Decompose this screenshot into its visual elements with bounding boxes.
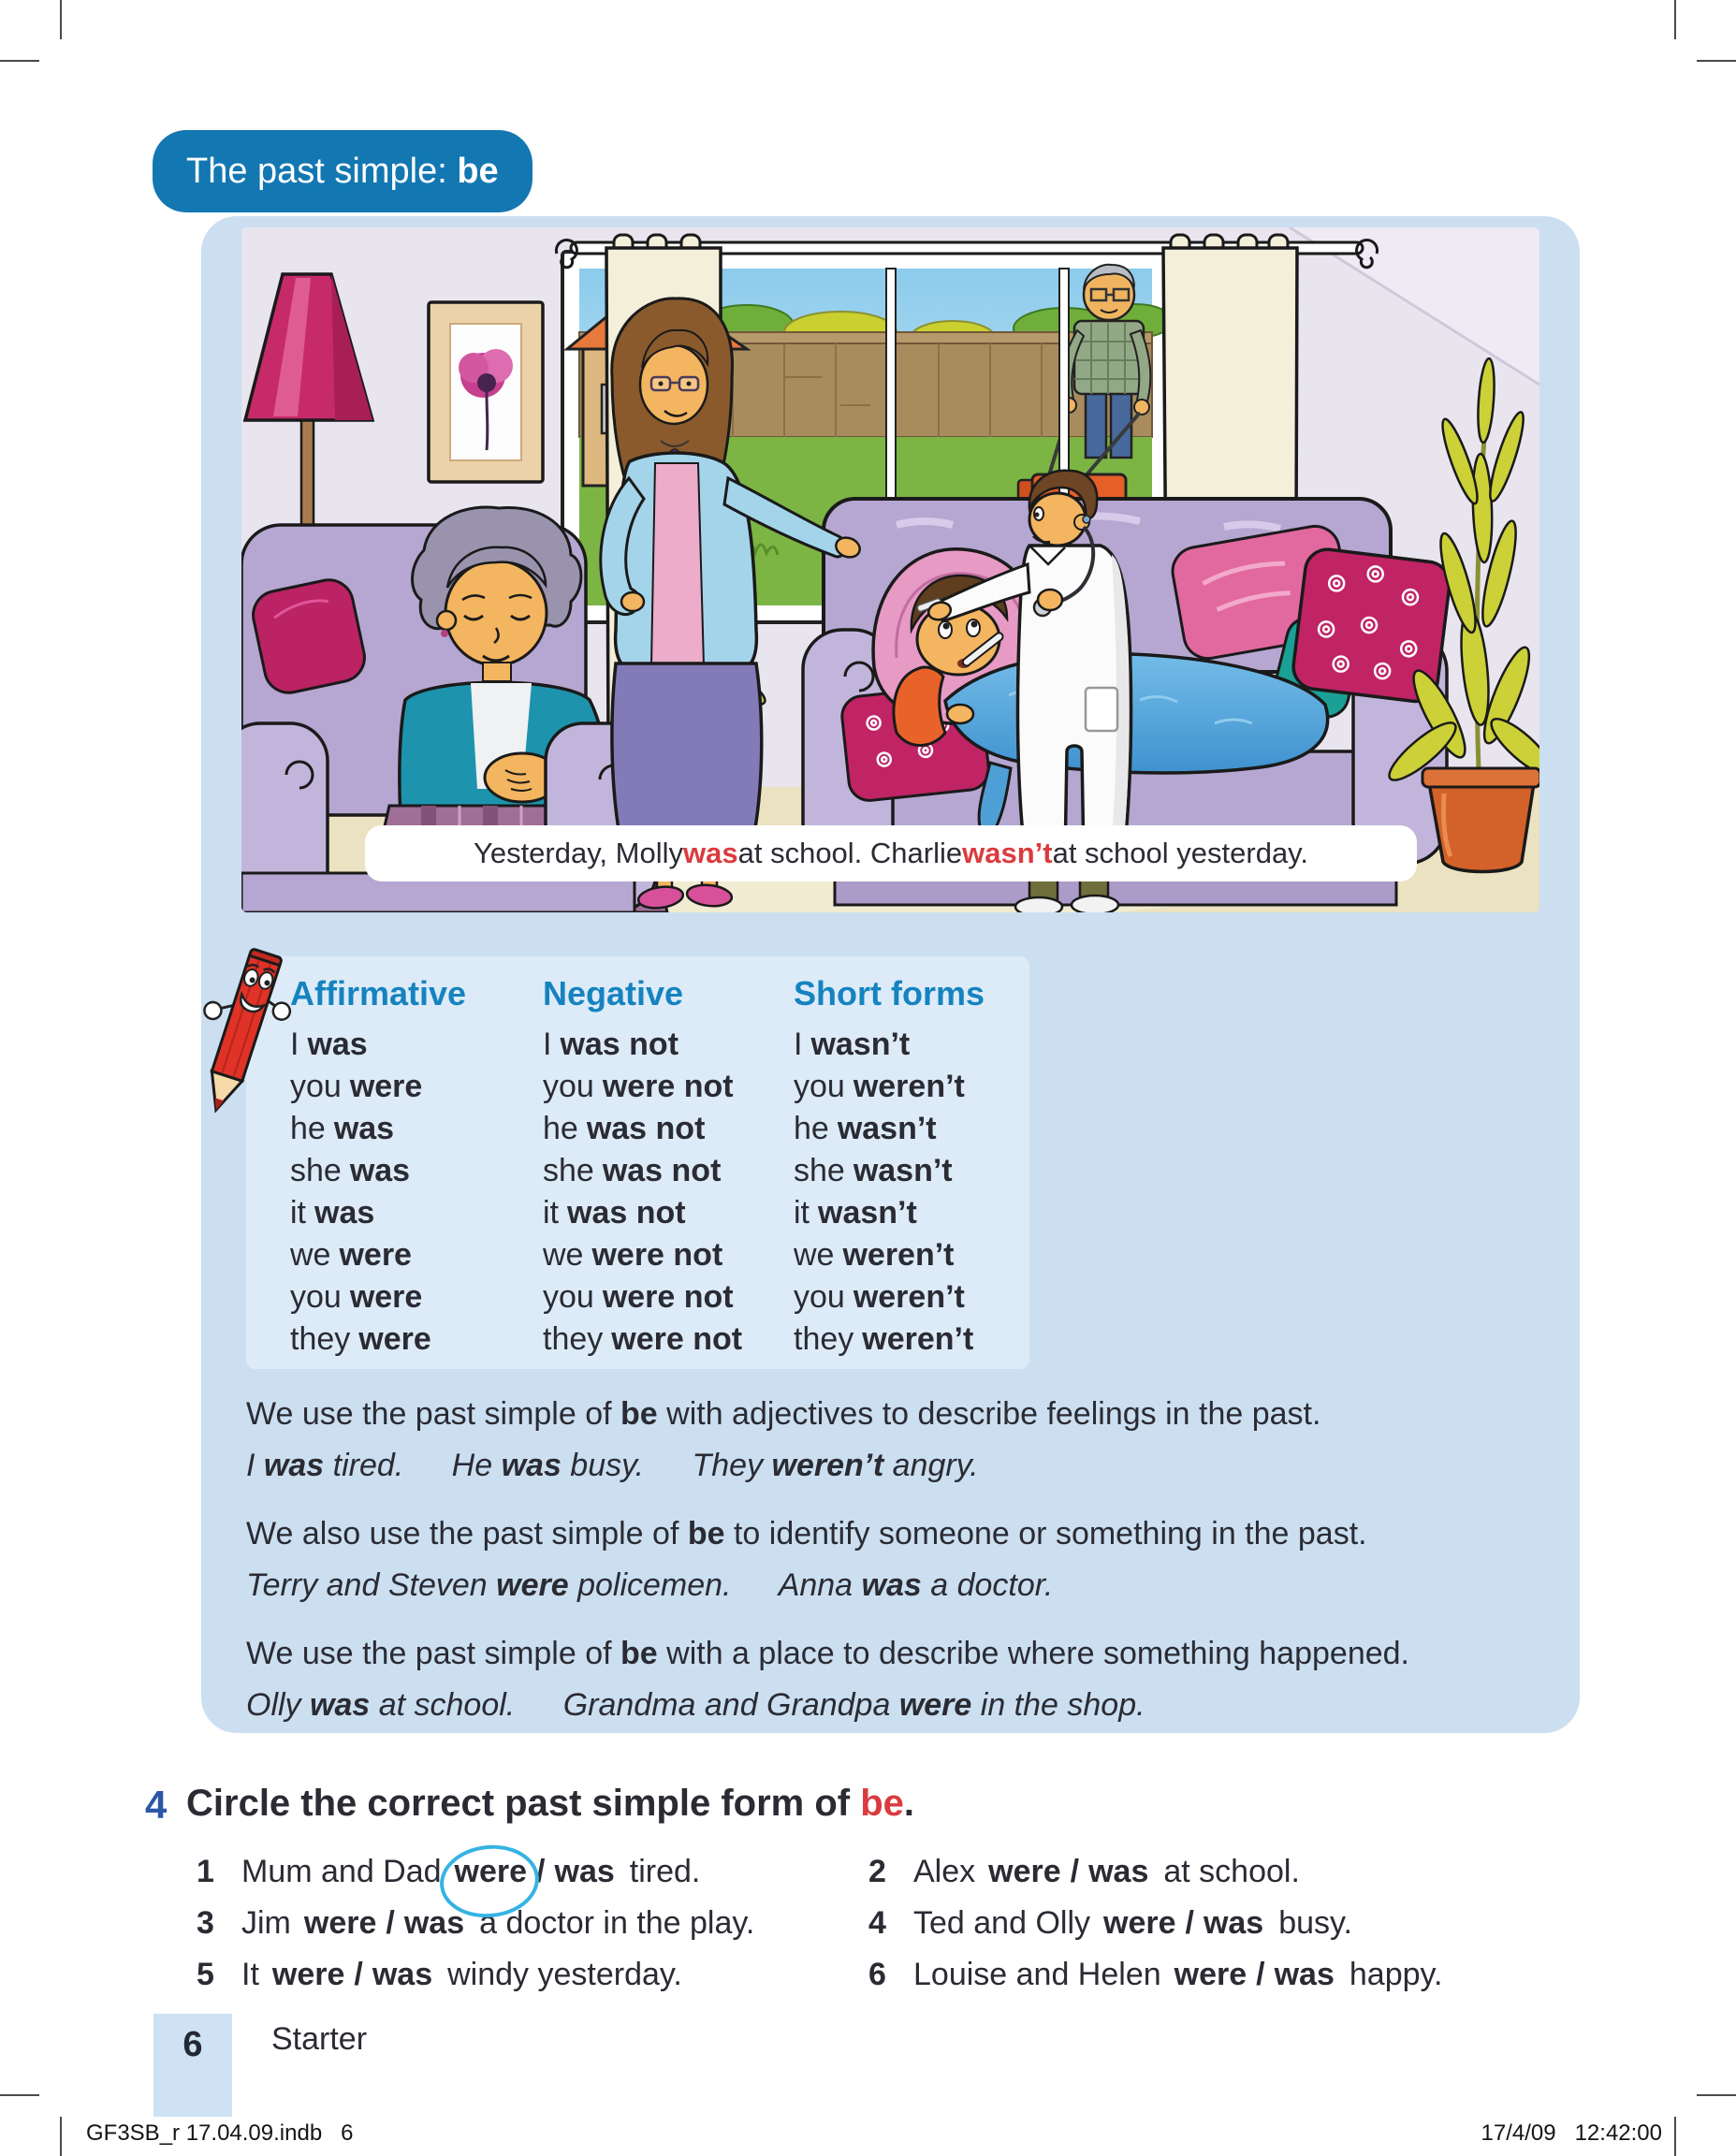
rule-block: [246, 1628, 1561, 1731]
item-number: 5: [197, 1957, 214, 1992]
table-row: she was: [290, 1153, 411, 1188]
answer-option-were[interactable]: were: [454, 1854, 528, 1889]
table-row: you were: [290, 1069, 423, 1104]
table-row: they were not: [543, 1321, 743, 1357]
illustration-svg: [241, 227, 1539, 912]
unit-title-keyword: be: [457, 152, 499, 191]
exercise-items-right: [868, 1851, 1598, 2005]
example-sentence: Olly was at school.: [246, 1687, 516, 1723]
answer-option-was[interactable]: was: [372, 1957, 433, 1992]
unit-title-tab: The past simple: be: [153, 130, 532, 212]
table-row: you weren’t: [794, 1279, 965, 1315]
table-row: he was not: [543, 1111, 706, 1146]
table-row: I was: [290, 1027, 368, 1062]
item-number: 1: [197, 1854, 214, 1889]
crop-mark: [60, 0, 62, 39]
answer-option-was[interactable]: was: [1203, 1905, 1264, 1941]
crop-mark: [1697, 2094, 1736, 2096]
exercise-item: 5 It were / was windy yesterday.: [197, 1954, 861, 1995]
usage-rules: [246, 1389, 1561, 1748]
rule-examples: [246, 1440, 1561, 1492]
table-row: you were: [290, 1279, 423, 1315]
crop-mark: [1697, 60, 1736, 62]
table-row: he was: [290, 1111, 395, 1146]
table-row: she wasn’t: [794, 1153, 953, 1188]
crop-mark: [1674, 2117, 1676, 2156]
example-sentence: He was busy.: [451, 1448, 645, 1483]
example-sentence: Grandma and Grandpa were in the shop.: [562, 1687, 1145, 1723]
table-header: Short forms: [794, 974, 985, 1012]
example-sentence: Anna was a doctor.: [778, 1567, 1054, 1603]
illustration-caption: Yesterday, Molly was at school. Charlie wasn’t at school yesterday.: [365, 825, 1417, 881]
exercise-number: 4: [145, 1783, 168, 1827]
rule-examples: [246, 1560, 1561, 1611]
rule-block: [246, 1389, 1561, 1492]
table-header: Affirmative: [290, 974, 467, 1012]
table-row: we weren’t: [794, 1237, 955, 1273]
print-info-left: GF3SB_r 17.04.09.indb 6: [86, 2120, 354, 2146]
rule-text: We also use the past simple of be to identify someone or something in the past.: [246, 1516, 1367, 1551]
item-number: 2: [868, 1854, 886, 1889]
answer-option-was[interactable]: was: [554, 1854, 615, 1889]
rule-block: [246, 1508, 1561, 1611]
print-info-right: 17/4/09 12:42:00: [1481, 2120, 1662, 2146]
table-row: it wasn’t: [794, 1195, 917, 1231]
example-sentence: Terry and Steven were policemen.: [246, 1567, 732, 1603]
column-affirmative: [290, 969, 543, 1361]
crop-mark: [1674, 0, 1676, 39]
exercise-title: Circle the correct past simple form of be.: [186, 1783, 915, 1824]
keyword-was: was: [683, 837, 738, 869]
table-row: you were not: [543, 1069, 734, 1104]
table-row: it was: [290, 1195, 375, 1231]
picture-frame: [429, 302, 543, 482]
page-number: 6: [182, 2025, 203, 2064]
pencil-mascot-icon: [183, 926, 305, 1137]
table-row: we were not: [543, 1237, 723, 1273]
table-row: I wasn’t: [794, 1027, 911, 1062]
table-row: he wasn’t: [794, 1111, 937, 1146]
table-row: you were not: [543, 1279, 734, 1315]
answer-option-was[interactable]: was: [403, 1905, 465, 1941]
example-sentence: They weren’t angry.: [692, 1448, 979, 1483]
verb-table: [246, 956, 1029, 1369]
table-row: they weren’t: [794, 1321, 974, 1357]
rule-examples: [246, 1680, 1561, 1731]
exercise-section: [145, 1783, 914, 1828]
exercise-item: 4 Ted and Olly were / was busy.: [868, 1902, 1598, 1944]
rule-text: We use the past simple of be with adjectives to describe feelings in the past.: [246, 1396, 1321, 1432]
item-number: 4: [868, 1905, 886, 1941]
exercise-item: 1 Mum and Dad were / was tired.: [197, 1851, 861, 1892]
answer-option-was[interactable]: was: [1274, 1957, 1335, 1992]
answer-option-were[interactable]: were: [1174, 1957, 1247, 1992]
keyword-wasnt: wasn’t: [962, 837, 1053, 869]
answer-option-were[interactable]: were: [271, 1957, 345, 1992]
answer-option-were[interactable]: were: [1103, 1905, 1176, 1941]
item-number: 6: [868, 1957, 886, 1992]
table-row: we were: [290, 1237, 412, 1273]
answer-option-were[interactable]: were: [303, 1905, 377, 1941]
column-short-forms: [794, 969, 1026, 1361]
exercise-item: 3 Jim were / was a doctor in the play.: [197, 1902, 861, 1944]
rule-text: We use the past simple of be with a place to describe where something happened.: [246, 1636, 1409, 1671]
item-number: 3: [197, 1905, 214, 1941]
column-negative: [543, 969, 794, 1361]
exercise-item: 6 Louise and Helen were / was happy.: [868, 1954, 1598, 1995]
table-row: you weren’t: [794, 1069, 965, 1104]
example-sentence: I was tired.: [246, 1448, 404, 1483]
answer-option-was[interactable]: was: [1088, 1854, 1149, 1889]
exercise-items-left: [197, 1851, 861, 2005]
section-label: Starter: [271, 2021, 368, 2057]
answer-option-were[interactable]: were: [988, 1854, 1061, 1889]
page-number-box: [153, 2014, 232, 2117]
exercise-item: 2 Alex were / was at school.: [868, 1851, 1598, 1892]
table-header: Negative: [543, 974, 684, 1012]
illustration: [241, 227, 1539, 912]
crop-mark: [0, 2094, 39, 2096]
table-row: it was not: [543, 1195, 686, 1231]
table-row: I was not: [543, 1027, 679, 1062]
table-row: they were: [290, 1321, 431, 1357]
crop-mark: [0, 60, 39, 62]
table-row: she was not: [543, 1153, 722, 1188]
crop-mark: [60, 2117, 62, 2156]
